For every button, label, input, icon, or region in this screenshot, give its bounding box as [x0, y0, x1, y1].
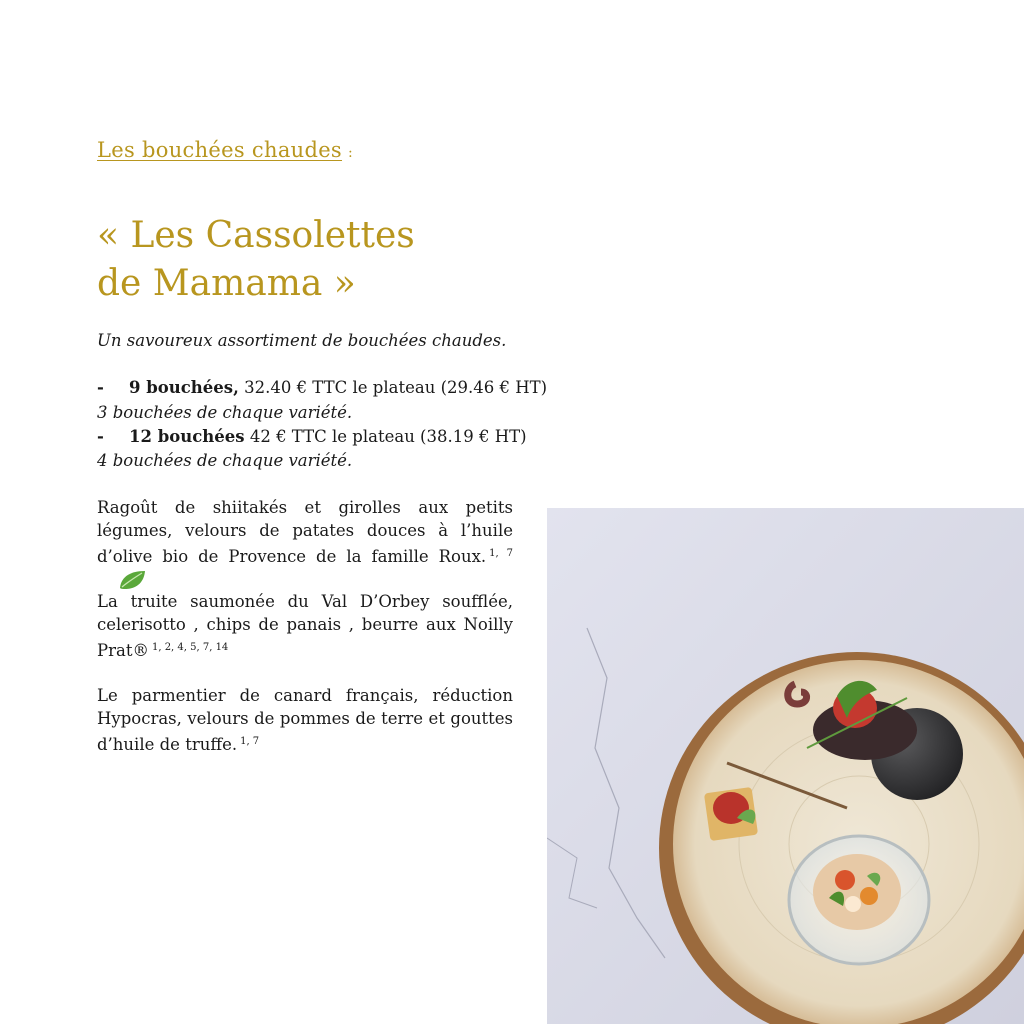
- allergen-codes: 1, 2, 4, 5, 7, 14: [151, 642, 229, 653]
- offer-12-note: 4 bouchées de chaque variété.: [97, 451, 353, 470]
- offer-label: 9 bouchées,: [129, 378, 239, 397]
- allergen-codes: 1, 7: [489, 548, 513, 559]
- dish-text: La truite saumonée du Val D’Orbey soufflée, celerisotto , chips de panais , beurre aux Noilly Prat®: [97, 592, 513, 660]
- food-photo: [547, 508, 1024, 1024]
- page-title: [97, 212, 517, 308]
- allergen-codes: 1, 7: [240, 736, 260, 747]
- section-heading-colon: :: [348, 145, 354, 161]
- offer-12: [97, 427, 527, 446]
- dish-text: Le parmentier de canard français, réduction Hypocras, velours de pommes de terre et gouttes d’huile de truffe.: [97, 686, 513, 754]
- subtitle: Un savoureux assortiment de bouchées chaudes.: [97, 331, 507, 350]
- offer-bullet: -: [97, 378, 104, 397]
- offer-bullet: -: [97, 427, 104, 446]
- section-heading-text: Les bouchées chaudes: [97, 138, 343, 162]
- offer-price: 32.40 € TTC le plateau (29.46 € HT): [238, 378, 548, 397]
- leaf-icon: [117, 569, 147, 591]
- offer-label: 12 bouchées: [129, 427, 245, 446]
- offer-price: 42 € TTC le plateau (38.19 € HT): [244, 427, 527, 446]
- section-heading: [97, 138, 353, 162]
- dish-description: [97, 496, 513, 591]
- offer-9: [97, 378, 547, 397]
- dish-description: [97, 590, 513, 662]
- dish-text: Ragoût de shiitakés et girolles aux petits légumes, velours de patates douces à l’huile d’olive bio de Provence de la famille Roux.: [97, 498, 513, 566]
- title-line-1: « Les Cassolettes: [97, 215, 415, 256]
- title-line-2: de Mamama »: [97, 263, 356, 304]
- dish-description: [97, 684, 513, 756]
- offer-9-note: 3 bouchées de chaque variété.: [97, 403, 353, 422]
